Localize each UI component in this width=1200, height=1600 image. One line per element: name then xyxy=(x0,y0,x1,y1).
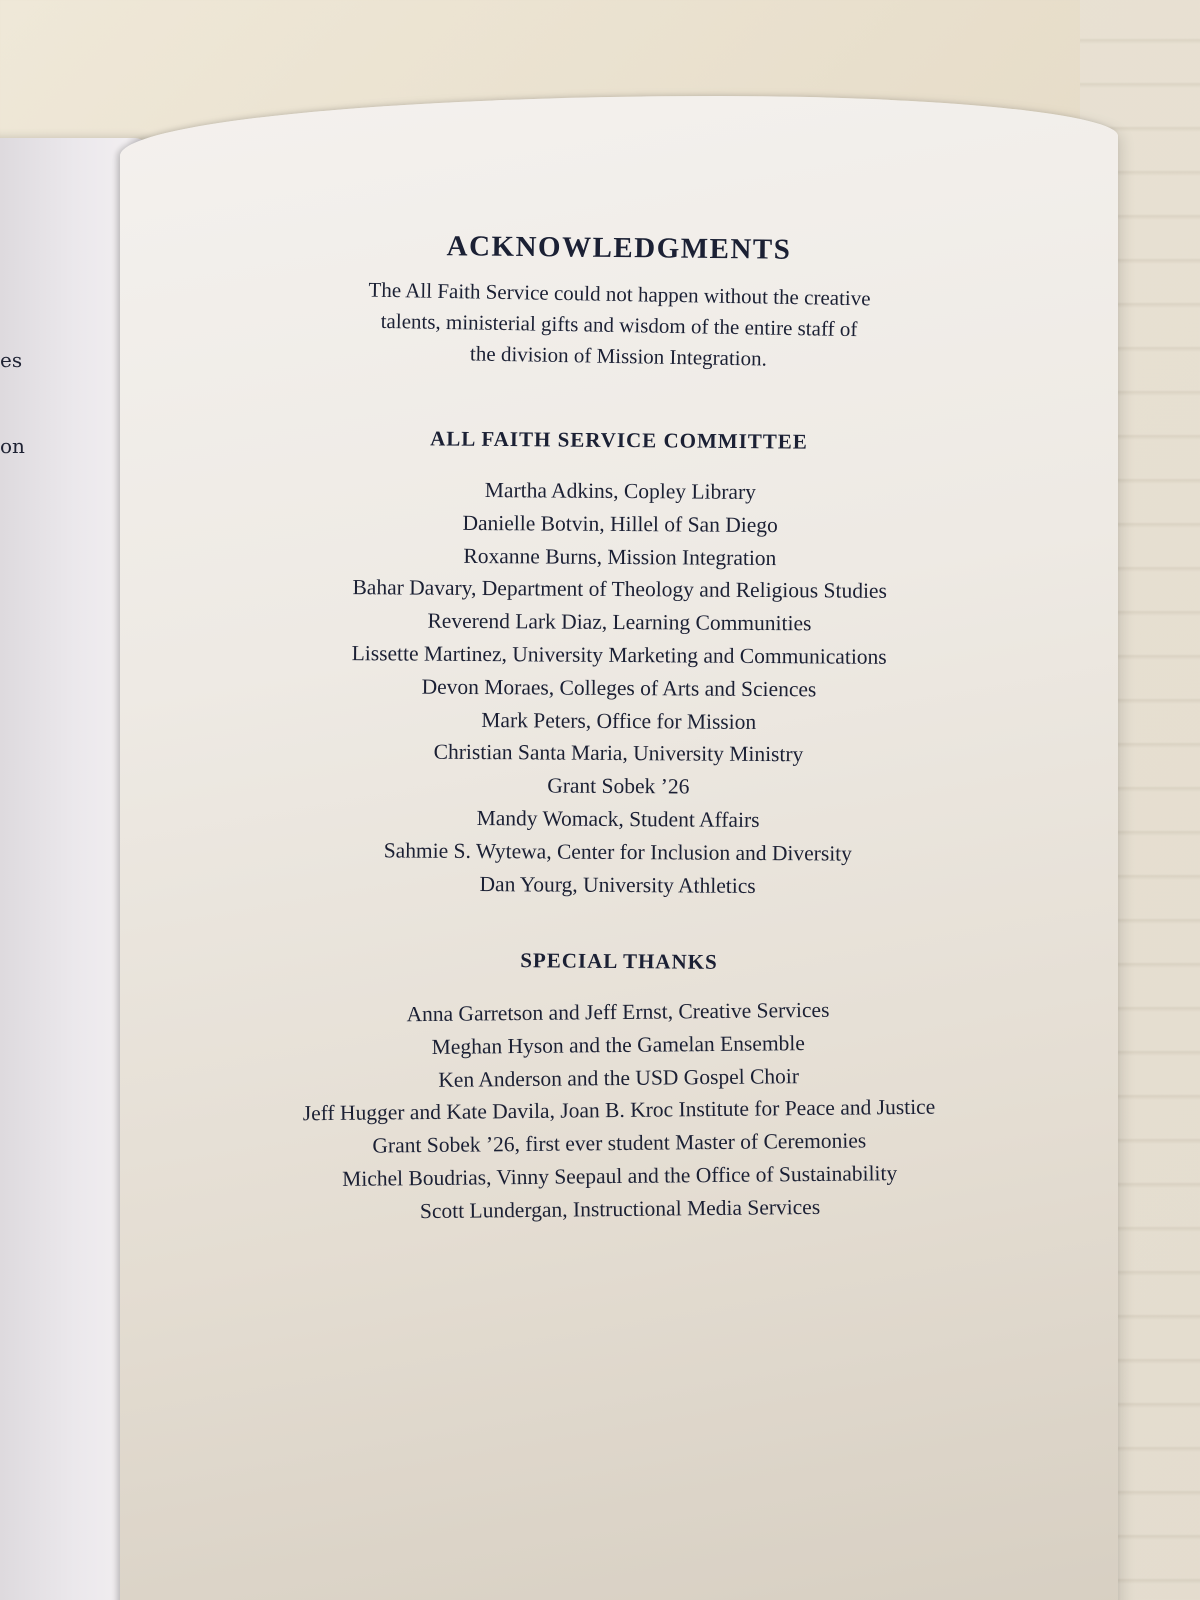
committee-member: Sahmie S. Wytewa, Center for Inclusion and Diversity xyxy=(383,838,853,866)
special-thanks-list xyxy=(119,991,1119,1231)
intro-line: the division of Mission Integration. xyxy=(469,341,768,371)
committee-title: ALL FAITH SERVICE COMMITTEE xyxy=(430,426,808,454)
left-page-fragment: on xyxy=(0,434,25,458)
special-thanks-title: SPECIAL THANKS xyxy=(520,948,718,975)
committee-list xyxy=(119,472,1120,905)
committee-member: Reverend Lark Diaz, Learning Communities xyxy=(427,608,812,636)
special-thanks-entry: Grant Sobek ’26, first ever student Master of Ceremonies xyxy=(372,1128,867,1159)
page-content xyxy=(120,232,1118,1226)
committee-member: Danielle Botvin, Hillel of San Diego xyxy=(462,510,778,537)
committee-member: Dan Yourg, University Athletics xyxy=(479,871,756,898)
committee-member: Devon Moraes, Colleges of Arts and Sciences xyxy=(421,674,817,702)
intro-line: The All Faith Service could not happen without the creative xyxy=(368,277,871,311)
committee-member: Grant Sobek ’26 xyxy=(547,773,690,799)
special-thanks-entry: Anna Garretson and Jeff Ernst, Creative Services xyxy=(406,998,830,1027)
intro-line: talents, ministerial gifts and wisdom of the entire staff of xyxy=(380,308,858,342)
committee-member: Mark Peters, Office for Mission xyxy=(481,707,757,734)
acknowledgments-page xyxy=(120,96,1118,1600)
special-thanks-entry: Meghan Hyson and the Gamelan Ensemble xyxy=(431,1031,806,1060)
intro-paragraph xyxy=(298,273,940,377)
special-thanks-entry: Scott Lundergan, Instructional Media Services xyxy=(419,1195,821,1224)
committee-member: Roxanne Burns, Mission Integration xyxy=(463,543,777,570)
committee-member: Lissette Martinez, University Marketing and Communications xyxy=(351,641,887,669)
special-thanks-entry: Jeff Hugger and Kate Davila, Joan B. Kroc Institute for Peace and Justice xyxy=(302,1095,936,1127)
committee-member: Bahar Davary, Department of Theology and Religious Studies xyxy=(352,575,887,604)
special-thanks-entry: Michel Boudrias, Vinny Seepaul and the Office of Sustainability xyxy=(342,1161,898,1192)
committee-member: Martha Adkins, Copley Library xyxy=(484,478,757,504)
left-page-fragment: es xyxy=(0,348,23,372)
acknowledgments-title: ACKNOWLEDGMENTS xyxy=(446,230,792,266)
committee-member: Christian Santa Maria, University Ministry xyxy=(433,740,804,767)
committee-member: Mandy Womack, Student Affairs xyxy=(476,805,760,832)
special-thanks-entry: Ken Anderson and the USD Gospel Choir xyxy=(438,1064,800,1092)
